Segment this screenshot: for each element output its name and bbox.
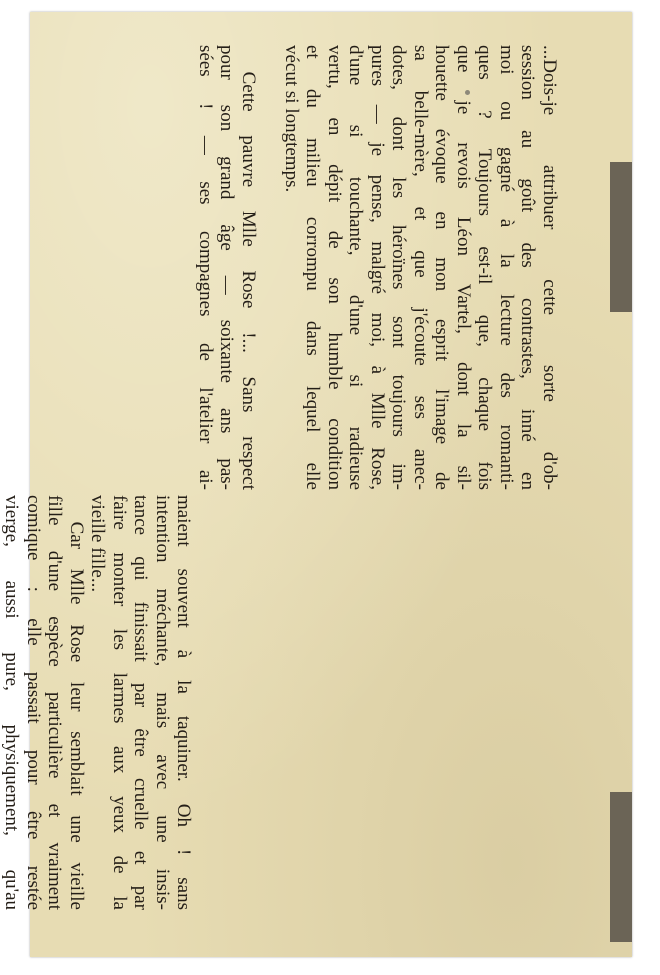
text-line: intention méchante, mais avec une insis- xyxy=(152,495,173,910)
text-line: que je revois Léon Vartel, dont la sil- xyxy=(453,45,474,490)
text-line: maient souvent à la taquiner. Oh ! sans xyxy=(173,495,195,910)
paragraph-gap xyxy=(259,45,281,490)
text-line: ...Dois-je attribuer cette sorte d'ob- xyxy=(539,45,560,490)
text-line: et du milieu corrompu dans lequel elle xyxy=(302,45,324,490)
text-line: faire monter les larmes aux yeux de la xyxy=(109,495,130,910)
text-line: session au goût des contrastes, inné en xyxy=(517,45,539,490)
text-line: sées ! — ses compagnes de l'atelier ai- xyxy=(195,45,216,490)
text-line: vierge, aussi pure, physiquement, qu'au xyxy=(1,495,23,910)
text-line: vertu, en dépit de son humble condition xyxy=(324,45,345,490)
column-1 xyxy=(195,45,561,490)
text-line: vécut si longtemps. xyxy=(281,45,302,193)
text-line: tance qui finissait par être cruelle et par xyxy=(130,495,152,910)
text-line: dotes, dont les héroïnes sont toujours im- xyxy=(388,45,410,490)
text-line: moi ou gagné à la lecture des romanti- xyxy=(496,45,517,490)
text-line: Cette pauvre Mlle Rose !... Sans respect xyxy=(238,71,259,490)
text-line: d'une si touchante, d'une si radieuse xyxy=(345,45,367,490)
text-line: fille d'une espèce particulière et vraiment xyxy=(44,495,66,910)
text-line: Car Mlle Rose leur semblait une vieille xyxy=(66,521,87,910)
text-line: ques ? Toujours est-il que, chaque fois xyxy=(474,45,496,490)
text-line: vieille fille... xyxy=(87,495,109,593)
text-line: comique : elle passait pour être restée xyxy=(23,495,44,910)
text-line: houette évoque en mon esprit l'image de xyxy=(431,45,453,490)
text-line: pures — je pense, malgré moi, à Mlle Rose, xyxy=(367,45,388,490)
text-line: sa belle-mère, et que j'écoute ses anec- xyxy=(410,45,431,490)
text-line xyxy=(0,495,1,910)
mounting-tab-bottom xyxy=(610,792,632,942)
mounting-tab-top xyxy=(610,162,632,312)
column-2 xyxy=(0,495,195,910)
rotated-article xyxy=(1,45,560,910)
text-line: pour son grand âge — soixante ans pas- xyxy=(216,45,238,490)
